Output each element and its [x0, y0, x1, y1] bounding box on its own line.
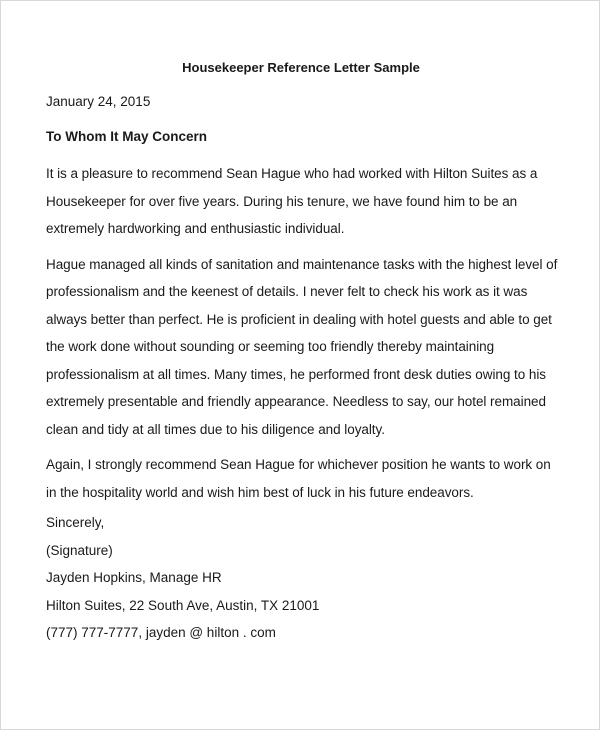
signer-name: Jayden Hopkins, Manage HR: [46, 570, 222, 585]
signer-address: Hilton Suites, 22 South Ave, Austin, TX 21001: [46, 597, 320, 613]
body-paragraph-2: Hague managed all kinds of sanitation and maintenance tasks with the highest level of professionalism and the keenest of details. I never felt to check his work as it was always better than perfect. He is proficient in dealing with hotel guests and able to get the work done without sounding or seeming too friendly thereby maintaining professionalism at all times. Many times, he performed front desk duties owing to his extremely presentable and friendly appearance. Needless to say, our hotel remained clean and tidy at all times due to his diligence and loyalty.: [46, 256, 558, 437]
letter-date: January 24, 2015: [46, 94, 151, 109]
closing-line: Sincerely,: [46, 515, 105, 530]
signer-contact: (777) 777-7777, jayden @ hilton . com: [46, 625, 276, 640]
body-paragraph-1: It is a pleasure to recommend Sean Hague who had worked with Hilton Suites as a Housekeeper for over five years. During his tenure, we have found him to be an extremely hardworking and enthusiastic individual.: [46, 166, 538, 236]
letter-body: [46, 160, 564, 514]
letter-title: Housekeeper Reference Letter Sample: [182, 60, 420, 75]
body-paragraph-3: Again, I strongly recommend Sean Hague for whichever position he wants to work on in the hospitality world and wish him best of luck in his future endeavors.: [46, 457, 551, 500]
signature-placeholder: (Signature): [46, 542, 113, 558]
letter-salutation: To Whom It May Concern: [46, 129, 207, 144]
letter-closing-block: [46, 509, 319, 647]
